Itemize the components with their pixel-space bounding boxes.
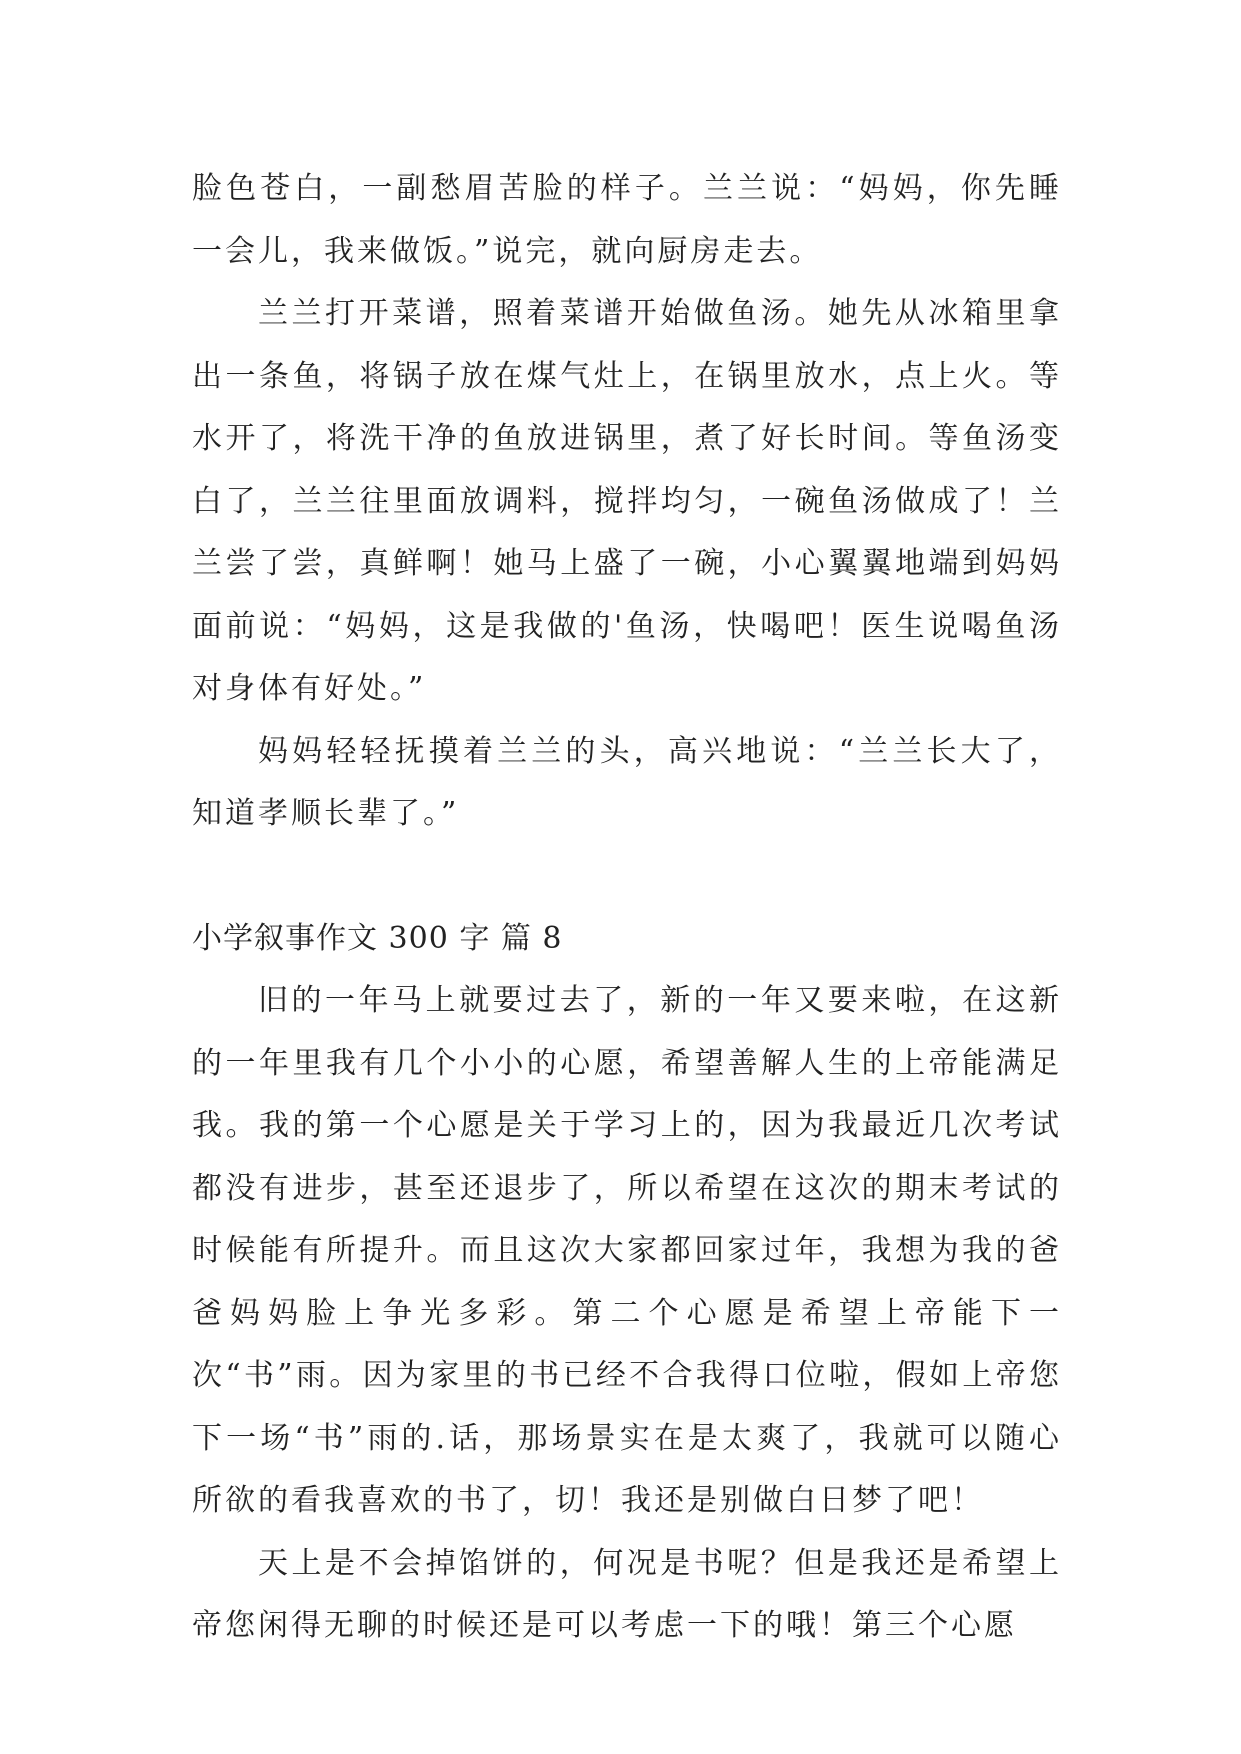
section-heading: 小学叙事作文 300 字 篇 8 xyxy=(192,920,563,956)
paragraph-fish-soup: 兰兰打开菜谱，照着菜谱开始做鱼汤。她先从冰箱里拿出一条鱼，将锅子放在煤气灶上，在锅里放水，点上火。等水开了，将洗干净的鱼放进锅里，煮了好长时间。等鱼汤变白了，兰兰往里面放调料，搅拌均匀，一碗鱼汤做成了！兰兰尝了尝，真鲜啊！她马上盛了一碗，小心翼翼地端到妈妈面前说：“妈妈，这是我做的'鱼汤，快喝吧！医生说喝鱼汤对身体有好处。” xyxy=(192,296,1062,706)
paragraph-third-wish: 天上是不会掉馅饼的，何况是书呢？但是我还是希望上帝您闲得无聊的时候还是可以考虑一下的哦！第三个心愿 xyxy=(192,1545,1062,1643)
paragraph-new-year-wishes: 旧的一年马上就要过去了，新的一年又要来啦，在这新的一年里我有几个小小的心愿，希望善解人生的上帝能满足我。我的第一个心愿是关于学习上的，因为我最近几次考试都没有进步，甚至还退步了，所以希望在这次的期末考试的时候能有所提升。而且这次大家都回家过年，我想为我的爸爸妈妈脸上争光多彩。第二个心愿是希望上帝能下一次“书”雨。因为家里的书已经不合我得口位啦，假如上帝您下一场“书”雨的.话，那场景实在是太爽了，我就可以随心所欲的看我喜欢的书了，切！我还是别做白日梦了吧！ xyxy=(192,983,1062,1518)
paragraph-continuation: 脸色苍白，一副愁眉苦脸的样子。兰兰说：“妈妈，你先睡一会儿，我来做饭。”说完，就向厨房走去。 xyxy=(192,171,1062,269)
document-body xyxy=(192,158,1062,1658)
paragraph-mother-praise: 妈妈轻轻抚摸着兰兰的头，高兴地说：“兰兰长大了，知道孝顺长辈了。” xyxy=(192,733,1062,831)
